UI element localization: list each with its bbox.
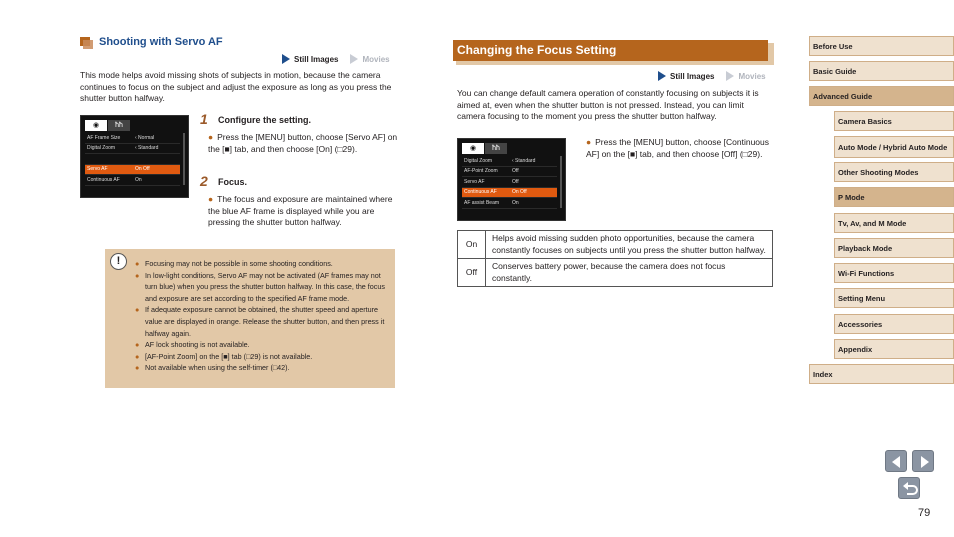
still-arrow-icon bbox=[282, 54, 290, 64]
next-page-button[interactable] bbox=[912, 450, 934, 472]
return-icon bbox=[899, 478, 921, 500]
camera-menu-key: Servo AF bbox=[464, 178, 485, 185]
step-bullet: ● Press the [MENU] button, choose [Servo AF] on the [■] tab, and then choose [On] (□29). bbox=[208, 132, 398, 154]
movies-label: Movies bbox=[362, 54, 390, 64]
still-arrow-icon bbox=[658, 71, 666, 81]
step-title: Configure the setting. bbox=[218, 115, 311, 125]
camera-menu-key: Continuous AF bbox=[87, 176, 120, 183]
caution-notes bbox=[135, 258, 391, 374]
camera-menu-item bbox=[462, 156, 557, 167]
mode-indicator bbox=[282, 54, 390, 64]
camera-menu-value: On Off bbox=[512, 189, 527, 196]
camera-menu-item bbox=[85, 175, 180, 186]
step-number: 2 bbox=[200, 173, 208, 189]
caution-note-text: In low-light conditions, Servo AF may not be activated (AF frames may not turn blue) when you press the shutter button halfway. In this case, the focus and exposure are set according to the specified AF frame mode. bbox=[145, 270, 385, 303]
nav-before-use[interactable]: Before Use bbox=[809, 36, 954, 56]
table-cell-desc: Conserves battery power, because the camera does not focus constantly. bbox=[486, 259, 773, 287]
table-cell-option: Off bbox=[458, 259, 486, 287]
camera-menu-value: On bbox=[135, 176, 142, 183]
bullet-icon: ● bbox=[135, 340, 140, 350]
camera-menu-key: AF Frame Size bbox=[87, 134, 121, 141]
nav-camera-basics[interactable]: Camera Basics bbox=[834, 111, 954, 131]
camera-tab-icon: ◉ bbox=[85, 120, 107, 131]
back-button[interactable] bbox=[898, 477, 920, 499]
table-row bbox=[458, 231, 773, 259]
caution-note bbox=[135, 304, 391, 339]
movies-label: Movies bbox=[738, 71, 766, 81]
camera-menu-item bbox=[85, 154, 180, 165]
setup-tab-icon: ћћ bbox=[485, 143, 507, 154]
table-row bbox=[458, 259, 773, 287]
caution-icon: ! bbox=[110, 253, 127, 270]
camera-menu-value: Off bbox=[512, 168, 519, 175]
step-number: 1 bbox=[200, 111, 208, 127]
caution-note bbox=[135, 270, 391, 305]
camera-menu-value: ‹ Standard bbox=[512, 157, 536, 164]
camera-menu-item bbox=[462, 198, 557, 209]
camera-screen-continuous bbox=[457, 138, 566, 221]
bullet-icon: ● bbox=[135, 259, 140, 268]
camera-menu-key: AF-Point Zoom bbox=[464, 168, 498, 175]
bullet-icon: ● bbox=[135, 351, 140, 361]
camera-menu-item bbox=[85, 144, 180, 155]
bullet-icon: ● bbox=[135, 305, 140, 315]
caution-note bbox=[135, 351, 391, 363]
prev-page-button[interactable] bbox=[885, 450, 907, 472]
section-title: Shooting with Servo AF bbox=[99, 36, 223, 48]
caution-note bbox=[135, 258, 391, 270]
camera-menu-key: AF assist Beam bbox=[464, 199, 500, 206]
still-images-label: Still Images bbox=[294, 54, 339, 64]
caution-note-text: [AF-Point Zoom] on the [■] tab (□29) is not available. bbox=[145, 351, 313, 361]
camera-menu-item bbox=[85, 165, 180, 176]
camera-menu-item bbox=[85, 133, 180, 144]
step-bullet: ● The focus and exposure are maintained where the blue AF frame is displayed while you are pressing the shutter button halfway. bbox=[208, 194, 393, 227]
nav-auto-mode[interactable]: Auto Mode / Hybrid Auto Mode bbox=[834, 136, 954, 158]
camera-menu-value: Off bbox=[512, 178, 519, 185]
nav-setting-menu[interactable]: Setting Menu bbox=[834, 288, 954, 308]
nav-basic-guide[interactable]: Basic Guide bbox=[809, 61, 954, 81]
focus-setting-banner bbox=[453, 40, 771, 64]
camera-menu-key: Servo AF bbox=[87, 166, 108, 173]
caution-note-text: Focusing may not be possible in some shooting conditions. bbox=[145, 259, 333, 268]
movies-arrow-icon bbox=[350, 54, 358, 64]
nav-wifi-functions[interactable]: Wi-Fi Functions bbox=[834, 263, 954, 283]
nav-playback-mode[interactable]: Playback Mode bbox=[834, 238, 954, 258]
caution-note-text: Not available when using the self-timer (□42). bbox=[145, 363, 290, 373]
camera-menu-item bbox=[462, 167, 557, 178]
nav-advanced-guide[interactable]: Advanced Guide bbox=[809, 86, 954, 106]
table-cell-desc: Helps avoid missing sudden photo opportunities, because the camera constantly focuses on subjects until you press the shutter button halfway. bbox=[486, 231, 773, 259]
camera-menu-key: Digital Zoom bbox=[87, 145, 116, 152]
section-icon bbox=[80, 37, 93, 49]
mode-indicator bbox=[658, 71, 766, 81]
chevron-right-icon bbox=[913, 451, 935, 473]
camera-menu-item bbox=[462, 177, 557, 188]
nav-p-mode[interactable]: P Mode bbox=[834, 187, 954, 207]
still-images-label: Still Images bbox=[670, 71, 715, 81]
nav-other-shooting-modes[interactable]: Other Shooting Modes bbox=[834, 162, 954, 182]
chevron-left-icon bbox=[886, 451, 908, 473]
camera-menu-key: Continuous AF bbox=[464, 189, 497, 196]
camera-menu-item bbox=[462, 188, 557, 199]
camera-menu-key: Digital Zoom bbox=[464, 157, 493, 164]
focus-options-table bbox=[457, 230, 773, 287]
setup-tab-icon: ћћ bbox=[108, 120, 130, 131]
bullet-icon: ● bbox=[135, 270, 140, 280]
step-bullet: ● Press the [MENU] button, choose [Continuous AF] on the [■] tab, and then choose [Off] (□29). bbox=[586, 137, 770, 159]
step-title: Focus. bbox=[218, 177, 248, 187]
caution-note-text: AF lock shooting is not available. bbox=[145, 340, 250, 350]
camera-menu-value: ‹ Standard bbox=[135, 145, 159, 152]
camera-tab-icon: ◉ bbox=[462, 143, 484, 154]
nav-tv-av-m-mode[interactable]: Tv, Av, and M Mode bbox=[834, 213, 954, 233]
intro-text: You can change default camera operation of constantly focusing on subjects it is aimed at, even when the shutter button is not pressed. Instead, you can limit camera focusing to the moment you press the shutter button halfway. bbox=[457, 88, 759, 121]
nav-accessories[interactable]: Accessories bbox=[834, 314, 954, 334]
table-cell-option: On bbox=[458, 231, 486, 259]
bullet-icon: ● bbox=[135, 363, 140, 373]
nav-appendix[interactable]: Appendix bbox=[834, 339, 954, 359]
caution-note bbox=[135, 339, 391, 351]
page-number: 79 bbox=[918, 507, 931, 519]
camera-menu-value: ‹ Normal bbox=[135, 134, 155, 141]
camera-menu-value: On bbox=[512, 199, 519, 206]
camera-menu-value: On Off bbox=[135, 166, 150, 173]
nav-index[interactable]: Index bbox=[809, 364, 954, 384]
page-title: Changing the Focus Setting bbox=[453, 40, 768, 61]
caution-note bbox=[135, 362, 391, 374]
intro-text: This mode helps avoid missing shots of subjects in motion, because the camera continues to focus on the subject and adjust the exposure as long as you press the shutter button halfway. bbox=[80, 70, 392, 103]
movies-arrow-icon bbox=[726, 71, 734, 81]
caution-note-text: If adequate exposure cannot be obtained, the shutter speed and aperture value are displayed in orange. Release the shutter button, and then press it halfway again. bbox=[145, 305, 385, 338]
camera-screen-servo bbox=[80, 115, 189, 198]
